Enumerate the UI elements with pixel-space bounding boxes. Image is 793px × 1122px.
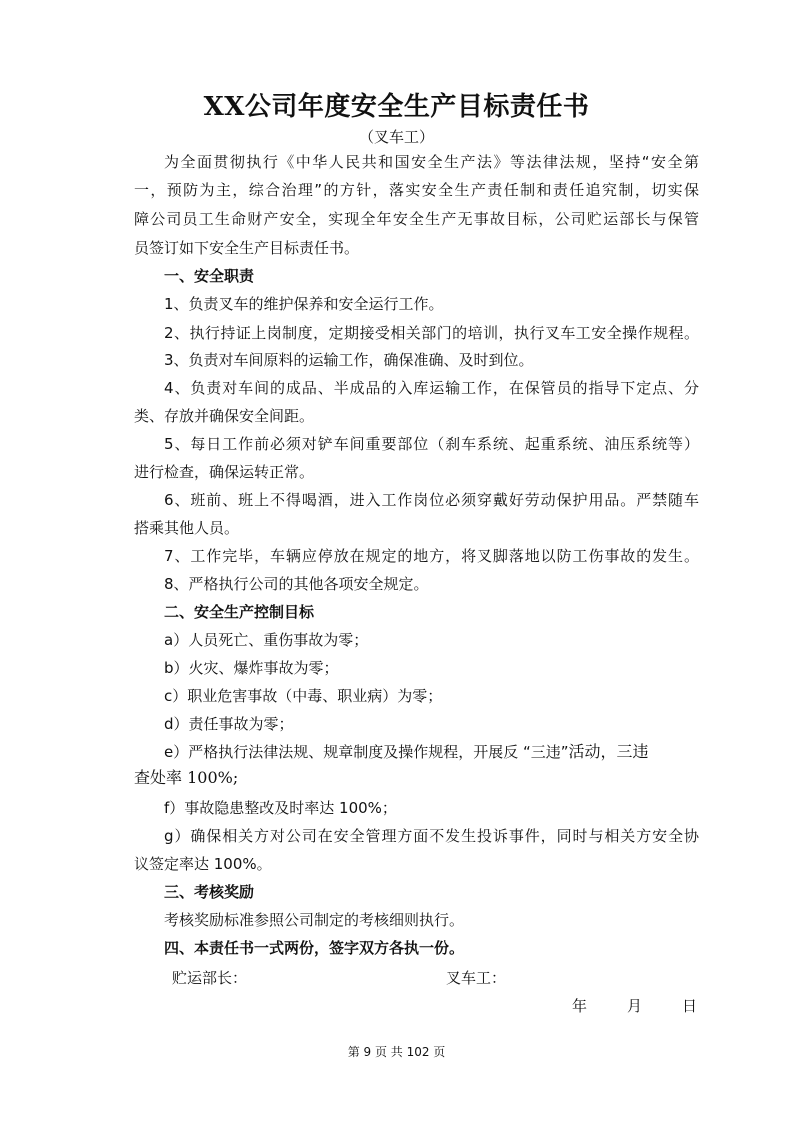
page-title: XX公司年度安全生产目标责任书 xyxy=(203,92,590,122)
list-item: 3、负责对车间原料的运输工作，确保准确、及时到位。 xyxy=(164,351,534,369)
list-item: c）职业危害事故（中毒、职业病）为零； xyxy=(164,687,443,705)
date-day-label: 日 xyxy=(682,997,698,1015)
list-item: g）确保相关方对公司在安全管理方面不发生投诉事件，同时与相关方安全协 xyxy=(164,827,699,845)
list-item: 4、负责对车间的成品、半成品的入库运输工作，在保管员的指导下定点、分 xyxy=(164,379,699,397)
list-item: 类、存放并确保安全间距。 xyxy=(134,407,315,425)
signature-label-forklift-driver: 叉车工： xyxy=(446,969,507,987)
intro-line: 为全面贯彻执行《中华人民共和国安全生产法》等法律法规，坚持“安全第 xyxy=(164,153,699,171)
section-heading: 一、安全职责 xyxy=(164,267,255,285)
list-item: 7、工作完毕，车辆应停放在规定的地方，将叉脚落地以防工伤事故的发生。 xyxy=(164,547,699,565)
list-item: 1、负责叉车的维护保养和安全运行工作。 xyxy=(164,295,444,313)
list-item: 5、每日工作前必须对铲车间重要部位（刹车系统、起重系统、油压系统等） xyxy=(164,435,699,453)
section-heading: 四、本责任书一式两份，签字双方各执一份。 xyxy=(164,939,465,957)
list-item: a）人员死亡、重伤事故为零； xyxy=(164,631,369,649)
page-footer: 第 9 页 共 102 页 xyxy=(347,1045,446,1059)
list-item xyxy=(164,742,699,762)
intro-line: 员签订如下安全生产目标责任书。 xyxy=(134,239,360,257)
list-item: 查处率 100%; xyxy=(134,768,239,787)
list-item: 8、严格执行公司的其他各项安全规定。 xyxy=(164,575,429,593)
list-item-text: e）严格执行法律法规、规章制度及操作规程，开展反 “三违” xyxy=(164,743,569,761)
list-item: b）火灾、爆炸事故为零； xyxy=(164,659,339,677)
page-subtitle: （叉车工） xyxy=(358,128,434,146)
intro-line: 一，预防为主，综合治理”的方针，落实安全生产责任制和责任追究制，切实保 xyxy=(134,181,699,199)
section-text: 考核奖励标准参照公司制定的考核细则执行。 xyxy=(164,911,465,929)
list-item: f）事故隐患整改及时率达 100%； xyxy=(164,799,397,817)
signature-label-manager: 贮运部长： xyxy=(172,969,248,987)
list-item: 进行检查，确保运转正常。 xyxy=(134,463,315,481)
list-item: 2、执行持证上岗制度，定期接受相关部门的培训，执行叉车工安全操作规程。 xyxy=(164,324,699,342)
list-item: 议签定率达 100%。 xyxy=(134,855,272,873)
list-item: d）责任事故为零； xyxy=(164,715,294,733)
section-heading: 二、安全生产控制目标 xyxy=(164,603,315,621)
date-year-label: 年 xyxy=(572,997,588,1015)
intro-line: 障公司员工生命财产安全，实现全年安全生产无事故目标，公司贮运部长与保管 xyxy=(134,210,699,228)
list-item-text: 活动，三违 xyxy=(568,742,649,761)
date-month-label: 月 xyxy=(627,997,643,1015)
list-item: 搭乘其他人员。 xyxy=(134,519,240,537)
section-heading: 三、考核奖励 xyxy=(164,883,255,901)
list-item: 6、班前、班上不得喝酒，进入工作岗位必须穿戴好劳动保护用品。严禁随车 xyxy=(164,491,699,509)
